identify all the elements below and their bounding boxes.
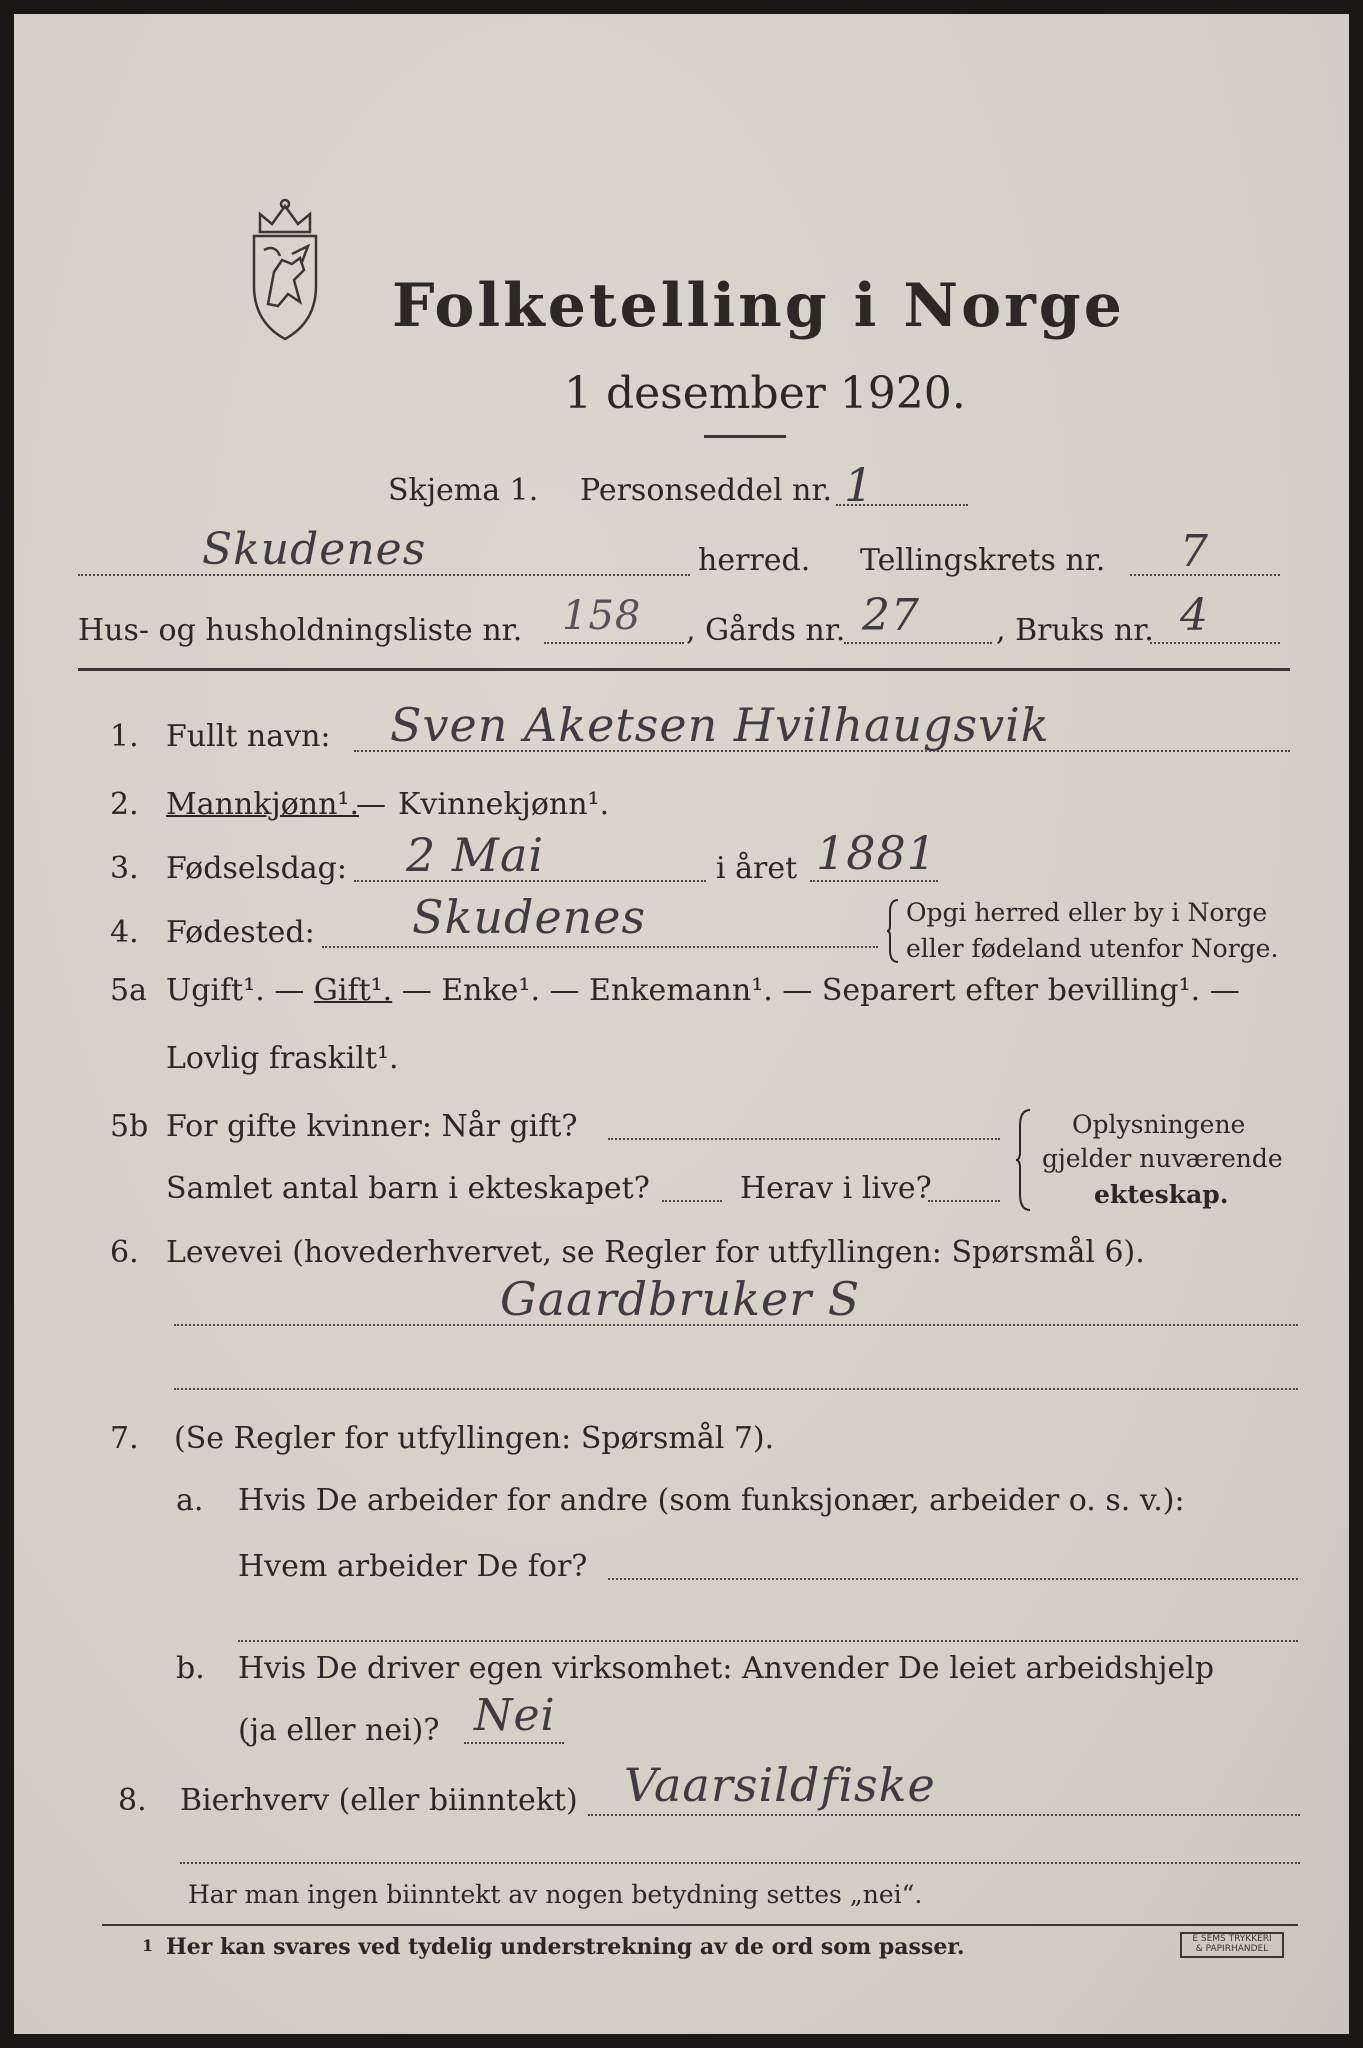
birthplace-note-2: eller fødeland utenfor Norge. <box>906 934 1279 963</box>
coat-of-arms-icon <box>230 194 340 344</box>
bruks-field[interactable] <box>1150 642 1280 644</box>
q7a-line1: Hvis De arbeider for andre (som funksjonær, arbeider o. s. v.): <box>238 1483 1185 1518</box>
census-form <box>14 14 1349 2034</box>
side-income-value: Vaarsildfiske <box>624 1758 936 1812</box>
ugift-option[interactable]: Ugift¹. <box>166 973 265 1008</box>
q3-label: Fødselsdag: <box>166 851 347 886</box>
herred-label: herred. <box>698 543 811 578</box>
q2-number: 2. <box>110 787 139 822</box>
married-when-field[interactable] <box>608 1138 1000 1140</box>
q7-label: (Se Regler for utfyllingen: Spørsmål 7). <box>174 1421 775 1456</box>
gift-option[interactable]: Gift¹. <box>313 973 393 1008</box>
brace-icon <box>1014 1108 1034 1212</box>
q7a-letter: a. <box>176 1483 204 1518</box>
q1-number: 1. <box>110 719 139 754</box>
q7-number: 7. <box>110 1421 139 1456</box>
gards-value: 27 <box>862 590 920 641</box>
q5a-number: 5a <box>110 973 147 1008</box>
q5b-note-1: Oplysningene <box>1072 1110 1246 1139</box>
title-divider <box>704 435 786 438</box>
q4-number: 4. <box>110 915 139 950</box>
q5b-line1: For gifte kvinner: Når gift? <box>166 1109 578 1144</box>
hus-value: 158 <box>562 593 642 639</box>
hus-field[interactable] <box>544 642 684 644</box>
birth-year-field[interactable] <box>810 880 938 882</box>
q5b-number: 5b <box>110 1109 149 1144</box>
stamp-line-1: E SEMS TRYKKERI <box>1192 1934 1272 1944</box>
q6-label: Levevei (hovederhvervet, se Regler for utfyllingen: Spørsmål 6). <box>166 1235 1145 1270</box>
birthday-value: 2 Mai <box>406 828 545 882</box>
employer-field[interactable] <box>608 1578 1298 1580</box>
birthplace-field[interactable] <box>322 946 878 948</box>
q2-separator: — <box>356 787 386 822</box>
tellingskrets-label: Tellingskrets nr. <box>860 543 1106 578</box>
q5b-note-3: ekteskap. <box>1094 1180 1229 1209</box>
personseddel-label: Personseddel nr. <box>580 473 833 508</box>
q7b-letter: b. <box>176 1651 205 1686</box>
birthplace-note-1: Opgi herred eller by i Norge <box>906 898 1268 927</box>
hired-help-field[interactable] <box>464 1742 564 1744</box>
occupation-field-2[interactable] <box>174 1388 1298 1390</box>
children-alive-field[interactable] <box>928 1200 1000 1202</box>
q8-label: Bierhverv (eller biinntekt) <box>180 1783 578 1818</box>
skjema-label: Skjema 1. <box>388 473 539 508</box>
tellingskrets-value: 7 <box>1180 526 1209 577</box>
footnote-text: Her kan svares ved tydelig understrekning av de ord som passer. <box>166 1934 965 1960</box>
bruks-value: 4 <box>1180 590 1209 641</box>
q5b-children-label: Samlet antal barn i ekteskapet? <box>166 1171 650 1206</box>
brace-icon <box>886 898 902 964</box>
q7b-line1: Hvis De driver egen virksomhet: Anvender De leiet arbeidshjelp <box>238 1651 1215 1686</box>
male-option[interactable]: Mannkjønn¹. <box>166 787 359 822</box>
q5b-alive-label: Herav i live? <box>740 1171 932 1206</box>
children-count-field[interactable] <box>662 1200 722 1202</box>
side-income-field[interactable] <box>588 1814 1300 1816</box>
q6-number: 6. <box>110 1235 139 1270</box>
no-income-note: Har man ingen biinntekt av nogen betydning settes „nei“. <box>188 1880 923 1909</box>
side-income-field-2[interactable] <box>180 1862 1300 1864</box>
bruks-label: , Bruks nr. <box>996 613 1154 648</box>
gards-label: , Gårds nr. <box>686 613 846 648</box>
personseddel-value: 1 <box>844 458 875 512</box>
footer-rule <box>102 1924 1298 1926</box>
q7b-line2: (ja eller nei)? <box>238 1713 440 1748</box>
herred-value: Skudenes <box>202 524 427 575</box>
q5a-sep: — <box>274 973 305 1008</box>
q3-number: 3. <box>110 851 139 886</box>
form-title: Folketelling i Norge <box>392 271 1125 341</box>
q7a-line2: Hvem arbeider De for? <box>238 1549 588 1584</box>
fraskilt-option[interactable]: Lovlig fraskilt¹. <box>166 1041 399 1076</box>
birth-year-value: 1881 <box>816 826 938 880</box>
female-option[interactable]: Kvinnekjønn¹. <box>398 787 610 822</box>
hired-help-value: Nei <box>474 1690 556 1741</box>
full-name-value: Sven Aketsen Hvilhaugsvik <box>390 698 1050 752</box>
year-label: i året <box>716 851 798 886</box>
census-date: 1 desember 1920. <box>564 368 966 419</box>
birthplace-value: Skudenes <box>412 890 647 944</box>
q8-number: 8. <box>118 1783 147 1818</box>
gards-field[interactable] <box>844 642 992 644</box>
q4-label: Fødested: <box>166 915 315 950</box>
stamp-line-2: & PAPIRHANDEL <box>1195 1944 1269 1954</box>
q1-label: Fullt navn: <box>166 719 331 754</box>
printer-stamp <box>1180 1932 1284 1958</box>
hus-label: Hus- og husholdningsliste nr. <box>78 613 523 648</box>
q5a-options <box>166 973 1240 1008</box>
footnote-mark: 1 <box>142 1936 154 1955</box>
other-status-options[interactable]: — Enke¹. — Enkemann¹. — Separert efter bevilling¹. — <box>401 973 1240 1008</box>
q5b-note-2: gjelder nuværende <box>1042 1144 1283 1173</box>
employer-field-2[interactable] <box>238 1640 1298 1642</box>
header-rule <box>78 668 1290 671</box>
occupation-value: Gaardbruker S <box>500 1272 861 1326</box>
